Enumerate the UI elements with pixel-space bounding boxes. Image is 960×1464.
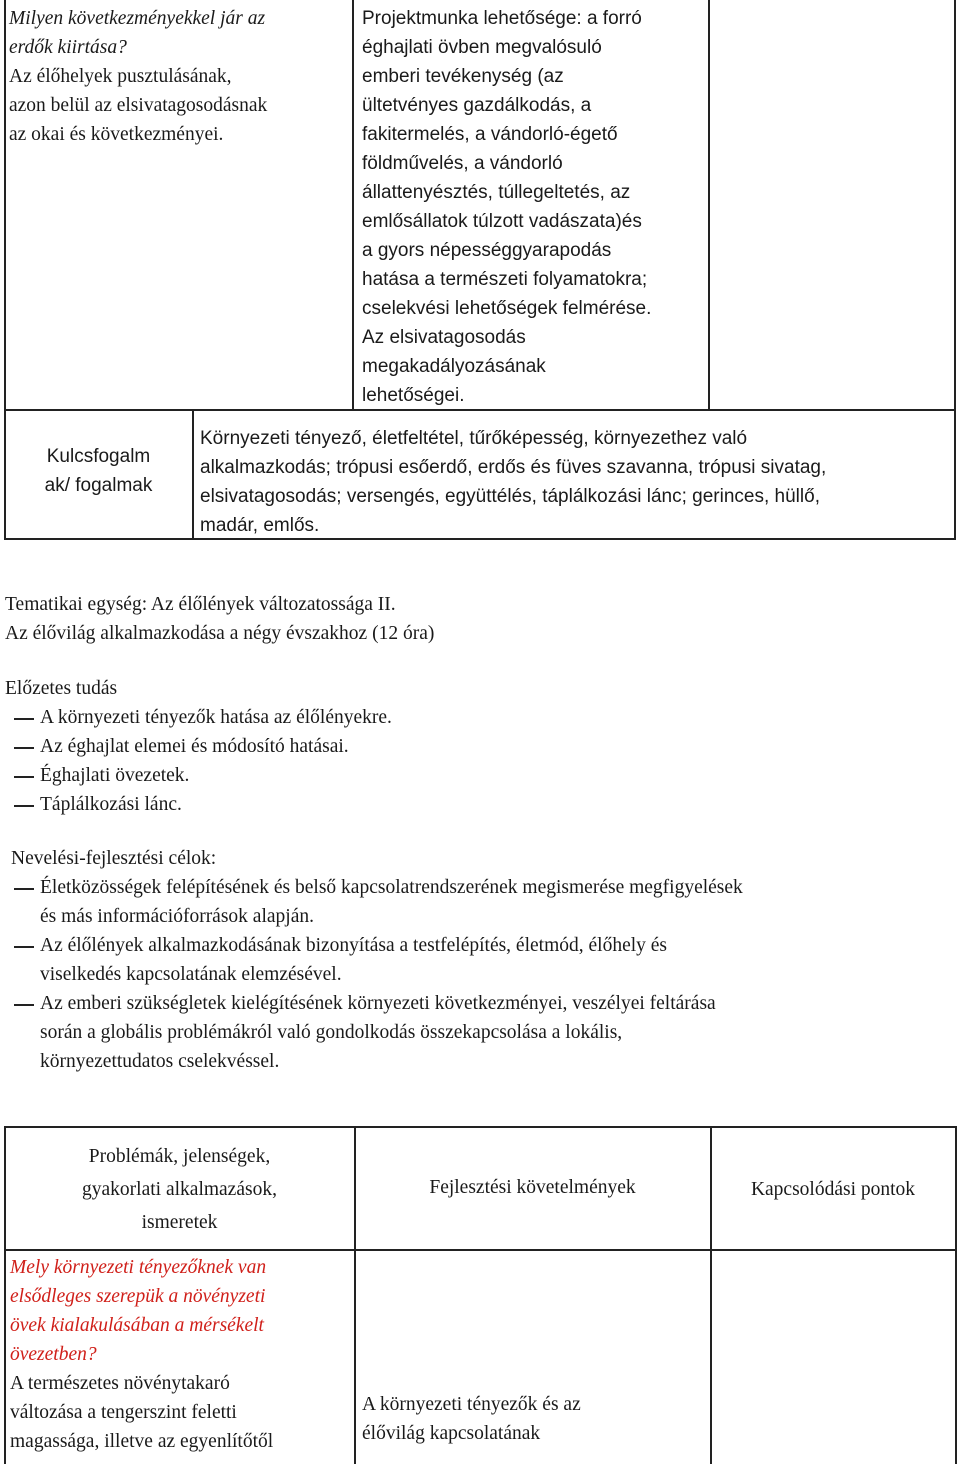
goal-line: környezettudatos cselekvéssel. [40, 1051, 280, 1072]
topic-line: Az élőhelyek pusztulásának, [9, 66, 232, 87]
project-line: földművelés, a vándorló [362, 153, 563, 174]
header-problems [5, 1140, 354, 1239]
header-line: gyakorlati alkalmazások, [82, 1179, 277, 1200]
prior-knowledge-heading: Előzetes tudás [5, 678, 118, 699]
goal-line: viselkedés kapcsolatának elemzésével. [40, 964, 342, 985]
label-line: ak/ fogalmak [44, 475, 153, 496]
question-line: övek kialakulásában a mérsékelt [10, 1315, 264, 1336]
goal-line: során a globális problémákról való gondolkodás összekapcsolása a lokális, [40, 1022, 623, 1043]
project-line: cselekvési lehetőségek felmérése. [362, 298, 652, 319]
concepts-line: alkalmazkodás; trópusi esőerdő, erdős és füves szavanna, trópusi sivatag, [200, 457, 827, 478]
project-line: emlősállatok túlzott vadászata)és [362, 211, 642, 232]
goal-line: Az emberi szükségletek kielégítésének környezeti következményei, veszélyei feltárása [40, 993, 716, 1014]
problems-cell [10, 1253, 273, 1456]
concepts-line: madár, emlős. [200, 515, 320, 536]
project-line: a gyors népességgyarapodás [362, 240, 612, 261]
question-line: erdők kiirtása? [9, 37, 127, 58]
question-line: Mely környezeti tényezőknek van [10, 1257, 267, 1278]
goal-line: Életközösségek felépítésének és belső kapcsolatrendszerének megismerése megfigyelések [40, 877, 743, 898]
project-line: Az elsivatagosodás [362, 327, 526, 348]
project-line: Projektmunka lehetősége: a forró [362, 8, 642, 29]
thematic-title: Tematikai egység: Az élőlények változatossága II. [5, 594, 396, 615]
header-requirements [355, 1173, 710, 1202]
concepts-line: Környezeti tényező, életfeltétel, tűrőképesség, környezethez való [200, 428, 748, 449]
project-line: állattenyésztés, túllegeltetés, az [362, 182, 631, 203]
project-line: emberi tevékenység (az [362, 66, 564, 87]
topic-line: azon belül az elsivatagosodásnak [9, 95, 268, 116]
goals-heading: Nevelési-fejlesztési célok: [11, 848, 217, 869]
content-line: magassága, illetve az egyenlítőtől [10, 1431, 274, 1452]
item-text: Az éghajlat elemei és módosító hatásai. [40, 736, 349, 757]
header-connections [711, 1175, 955, 1204]
key-concepts-text [200, 424, 826, 540]
project-line: ültetvényes gazdálkodás, a [362, 95, 592, 116]
goal-line: Az élőlények alkalmazkodásának bizonyítása a testfelépítés, életmód, élőhely és [40, 935, 668, 956]
item-text: Éghajlati övezetek. [40, 765, 190, 786]
key-concepts-label [5, 442, 192, 500]
content-line: A természetes növénytakaró [10, 1373, 230, 1394]
question-line: övezetben? [10, 1344, 97, 1365]
project-line: hatása a természeti folyamatokra; [362, 269, 648, 290]
item-text: Táplálkozási lánc. [40, 794, 182, 815]
topic-line: az okai és következményei. [9, 124, 224, 145]
project-line: lehetőségei. [362, 385, 465, 406]
concepts-line: elsivatagosodás; versengés, együttélés, táplálkozási lánc; gerinces, hüllő, [200, 486, 820, 507]
header-line: Problémák, jelenségek, [88, 1146, 271, 1167]
content-line: változása a tengerszint feletti [10, 1402, 237, 1423]
project-line: fakitermelés, a vándorló-égető [362, 124, 618, 145]
question-line: elsődleges szerepük a növényzeti [10, 1286, 266, 1307]
project-line: megakadályozásának [362, 356, 546, 377]
requirements-cell [362, 1390, 581, 1448]
thematic-subtitle: Az élővilág alkalmazkodása a négy évszakhoz (12 óra) [5, 623, 435, 644]
header-line: ismeretek [141, 1212, 218, 1233]
content-line: A környezeti tényezők és az [362, 1394, 581, 1415]
project-work-cell [362, 4, 651, 410]
header-line: Kapcsolódási pontok [750, 1179, 916, 1200]
item-text: A környezeti tényezők hatása az élőlényekre. [40, 707, 392, 728]
learning-question-cell [9, 4, 267, 149]
label-line: Kulcsfogalm [46, 446, 151, 467]
question-line: Milyen következményekkel jár az [9, 8, 266, 29]
project-line: éghajlati övben megvalósuló [362, 37, 602, 58]
content-line: élővilág kapcsolatának [362, 1423, 541, 1444]
header-line: Fejlesztési követelmények [429, 1177, 636, 1198]
goal-line: és más információforrások alapján. [40, 906, 314, 927]
